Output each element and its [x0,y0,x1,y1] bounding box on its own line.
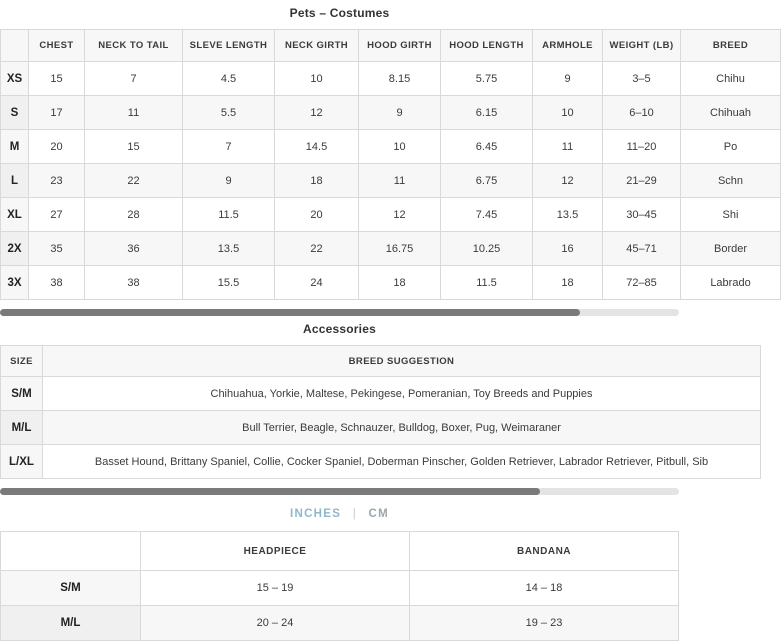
cell-sleve-length: 7 [183,130,275,164]
cell-hood-girth: 9 [359,96,441,130]
cell-weight: 6–10 [603,96,681,130]
costumes-table [0,29,781,300]
cell-sleve-length: 5.5 [183,96,275,130]
cell-armhole: 11 [533,130,603,164]
table-row [1,411,761,445]
headpiece-bandana-table-area[interactable] [0,531,679,641]
row-size-label: S [1,96,29,130]
cell-weight: 3–5 [603,62,681,96]
accessories-title: Accessories [303,322,376,336]
cell-hood-length: 6.45 [441,130,533,164]
cell-breed: Shi [681,198,781,232]
cell-sleve-length: 15.5 [183,266,275,300]
cell-hood-length: 10.25 [441,232,533,266]
costumes-col-weight: WEIGHT (LB) [603,30,681,62]
costumes-col-hood-girth: HOOD GIRTH [359,30,441,62]
costumes-horizontal-scrollbar[interactable] [0,309,679,316]
cell-neck-girth: 20 [275,198,359,232]
table-row [1,232,781,266]
cell-weight: 72–85 [603,266,681,300]
accessories-header-row [1,346,761,377]
cell-armhole: 13.5 [533,198,603,232]
table-row [1,266,781,300]
cell-chest: 20 [29,130,85,164]
cell-bandana: 19 – 23 [410,606,679,641]
row-size-label: XL [1,198,29,232]
cell-weight: 30–45 [603,198,681,232]
cell-breed-suggestion: Chihuahua, Yorkie, Maltese, Pekingese, Pomeranian, Toy Breeds and Puppies [43,377,761,411]
costumes-col-neck-to-tail: NECK TO TAIL [85,30,183,62]
cell-chest: 35 [29,232,85,266]
cell-neck-girth: 22 [275,232,359,266]
accessories-col-size: SIZE [1,346,43,377]
row-size-label: L [1,164,29,198]
table-row [1,606,679,641]
cell-armhole: 10 [533,96,603,130]
bottom-col-headpiece: HEADPIECE [141,532,410,571]
cell-armhole: 12 [533,164,603,198]
unit-cm-button[interactable]: CM [368,508,390,520]
cell-bandana: 14 – 18 [410,571,679,606]
row-size-label: M/L [1,411,43,445]
cell-weight: 45–71 [603,232,681,266]
cell-hood-girth: 10 [359,130,441,164]
cell-breed: Border [681,232,781,266]
cell-armhole: 18 [533,266,603,300]
row-size-label: S/M [1,377,43,411]
cell-sleve-length: 9 [183,164,275,198]
cell-neck-to-tail: 22 [85,164,183,198]
row-size-label: XS [1,62,29,96]
cell-headpiece: 15 – 19 [141,571,410,606]
costumes-col-breed: BREED [681,30,781,62]
cell-neck-to-tail: 11 [85,96,183,130]
row-size-label: 2X [1,232,29,266]
table-row [1,445,761,479]
costumes-header-row [1,30,781,62]
cell-sleve-length: 13.5 [183,232,275,266]
cell-sleve-length: 4.5 [183,62,275,96]
cell-breed: Schn [681,164,781,198]
cell-breed: Labrado [681,266,781,300]
table-row [1,130,781,164]
bottom-col-size [1,532,141,571]
cell-chest: 23 [29,164,85,198]
cell-hood-girth: 8.15 [359,62,441,96]
accessories-table-scroll-area[interactable] [0,345,709,479]
cell-neck-to-tail: 7 [85,62,183,96]
cell-sleve-length: 11.5 [183,198,275,232]
scrollbar-thumb[interactable] [0,488,540,495]
cell-hood-girth: 18 [359,266,441,300]
cell-breed: Chihuah [681,96,781,130]
costumes-col-chest: CHEST [29,30,85,62]
cell-chest: 27 [29,198,85,232]
accessories-horizontal-scrollbar[interactable] [0,488,679,495]
cell-hood-length: 6.15 [441,96,533,130]
headpiece-bandana-table [0,531,679,641]
cell-neck-to-tail: 15 [85,130,183,164]
cell-neck-to-tail: 38 [85,266,183,300]
cell-breed-suggestion: Bull Terrier, Beagle, Schnauzer, Bulldog, Boxer, Pug, Weimaraner [43,411,761,445]
table-row [1,571,679,606]
table-row [1,96,781,130]
costumes-col-size [1,30,29,62]
cell-hood-length: 5.75 [441,62,533,96]
unit-separator: | [352,508,358,520]
cell-neck-girth: 10 [275,62,359,96]
scrollbar-thumb[interactable] [0,309,580,316]
costumes-col-neck-girth: NECK GIRTH [275,30,359,62]
costumes-col-armhole: ARMHOLE [533,30,603,62]
costumes-col-hood-length: HOOD LENGTH [441,30,533,62]
cell-breed: Po [681,130,781,164]
cell-weight: 21–29 [603,164,681,198]
table-row [1,164,781,198]
bottom-col-bandana: BANDANA [410,532,679,571]
cell-neck-girth: 14.5 [275,130,359,164]
bottom-header-row [1,532,679,571]
row-size-label: S/M [1,571,141,606]
unit-inches-button[interactable]: INCHES [289,508,342,520]
cell-armhole: 9 [533,62,603,96]
cell-hood-girth: 16.75 [359,232,441,266]
costumes-col-sleve-length: SLEVE LENGTH [183,30,275,62]
cell-chest: 38 [29,266,85,300]
cell-armhole: 16 [533,232,603,266]
table-row [1,377,761,411]
cell-hood-length: 7.45 [441,198,533,232]
cell-neck-to-tail: 36 [85,232,183,266]
row-size-label: 3X [1,266,29,300]
row-size-label: L/XL [1,445,43,479]
cell-weight: 11–20 [603,130,681,164]
cell-hood-length: 11.5 [441,266,533,300]
cell-neck-to-tail: 28 [85,198,183,232]
cell-hood-girth: 11 [359,164,441,198]
cell-neck-girth: 18 [275,164,359,198]
cell-neck-girth: 12 [275,96,359,130]
cell-hood-length: 6.75 [441,164,533,198]
cell-breed: Chihu [681,62,781,96]
accessories-table [0,345,761,479]
costumes-table-scroll-area[interactable] [0,29,751,300]
table-row [1,62,781,96]
row-size-label: M/L [1,606,141,641]
cell-chest: 15 [29,62,85,96]
cell-hood-girth: 12 [359,198,441,232]
row-size-label: M [1,130,29,164]
unit-toggle [0,495,679,531]
accessories-col-breed-suggestion: BREED SUGGESTION [43,346,761,377]
cell-neck-girth: 24 [275,266,359,300]
table-row [1,198,781,232]
cell-headpiece: 20 – 24 [141,606,410,641]
costumes-title: Pets – Costumes [289,6,390,20]
cell-chest: 17 [29,96,85,130]
cell-breed-suggestion: Basset Hound, Brittany Spaniel, Collie, Cocker Spaniel, Doberman Pinscher, Golden Retriever, Labrador Retriever, Pitbull, Sib [43,445,761,479]
